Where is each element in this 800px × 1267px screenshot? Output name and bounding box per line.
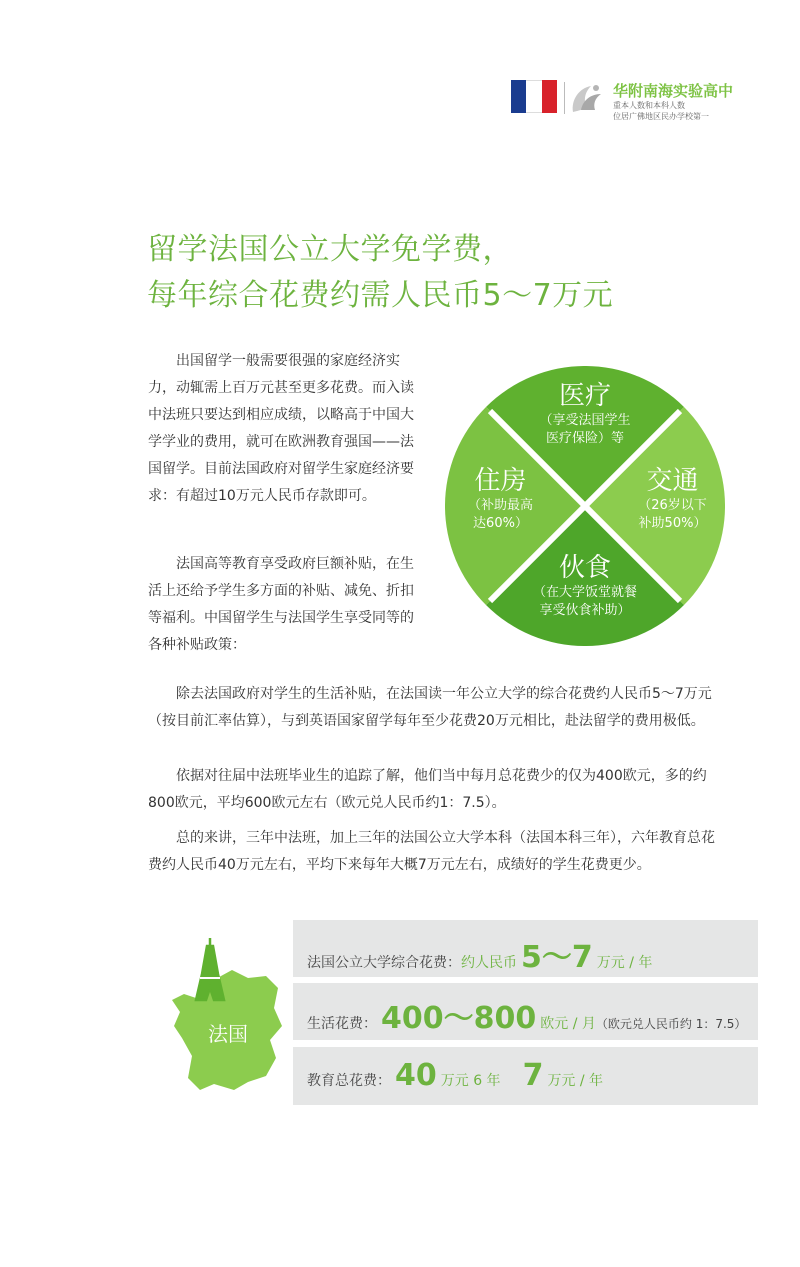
pie-label-housing xyxy=(448,465,553,533)
transport-sub1: （26岁以下 xyxy=(638,498,707,513)
page-title-line1: 留学法国公立大学免学费， xyxy=(147,232,513,267)
housing-title: 住房 xyxy=(474,466,527,496)
meals-sub1: （在大学饭堂就餐 xyxy=(532,585,637,600)
medical-sub1: （享受法国学生 xyxy=(539,413,631,428)
france-map-label: 法国 xyxy=(208,1022,248,1046)
cost-row-education-unit1: 万元 6 年 xyxy=(440,1073,501,1089)
cost-row-education-unit2: 万元 / 年 xyxy=(547,1073,604,1089)
header-divider xyxy=(564,82,565,114)
body-paragraph-1: 除去法国政府对学生的生活补贴，在法国读一年公立大学的综合花费约人民币5～7万元（按目前汇率估算），与到英语国家留学每年至少花费20万元相比，赴法留学的费用极低。 xyxy=(148,686,712,729)
transport-sub2: 补助50%） xyxy=(638,516,707,531)
cost-row-education-label: 教育总花费： xyxy=(307,1073,391,1089)
page-title-line2: 每年综合花费约需人民币5～7万元 xyxy=(147,278,614,313)
cost-row-overall-label: 法国公立大学综合花费： xyxy=(307,955,461,971)
school-logo xyxy=(567,80,607,116)
cost-row-living-label: 生活花费： xyxy=(307,1016,377,1032)
transport-title: 交通 xyxy=(646,466,699,496)
housing-sub1: （补助最高 xyxy=(467,498,533,513)
cost-row-living-note: （欧元兑人民币约 1：7.5） xyxy=(595,1017,747,1031)
cost-row-overall-pre: 约人民币 xyxy=(461,955,517,971)
french-flag xyxy=(511,80,557,113)
cost-row-overall-value: 5～7 xyxy=(521,940,593,975)
medical-title: 医疗 xyxy=(558,381,611,411)
intro-paragraph-2: 法国高等教育享受政府巨额补贴，在生活上还给予学生多方面的补贴、减免、折扣等福利。中国留学生与法国学生享受同等的各种补贴政策： xyxy=(148,556,414,653)
cost-row-overall xyxy=(293,920,758,977)
pie-label-meals xyxy=(510,552,660,620)
housing-sub2: 达60%） xyxy=(473,516,528,531)
school-subtitle-1: 重本人数和本科人数 xyxy=(613,101,685,110)
cost-row-education-value1: 40 xyxy=(395,1058,437,1093)
body-paragraph-3: 总的来讲，三年中法班，加上三年的法国公立大学本科（法国本科三年），六年教育总花费约人民币40万元左右，平均下来每年大概7万元左右，成绩好的学生花费更少。 xyxy=(148,830,715,873)
cost-row-living xyxy=(293,983,758,1040)
school-subtitle-2: 位居广佛地区民办学校第一 xyxy=(613,112,709,121)
cost-row-overall-unit: 万元 / 年 xyxy=(596,955,653,971)
medical-sub2: 医疗保险）等 xyxy=(545,431,624,446)
intro-paragraph-1: 出国留学一般需要很强的家庭经济实力，动辄需上百万元甚至更多花费。而入读中法班只要达到相应成绩，以略高于中国大学学业的费用，就可在欧洲教育强国——法国留学。目前法国政府对留学生家庭经济要求：有超过10万元人民币存款即可。 xyxy=(148,353,414,504)
cost-row-education xyxy=(293,1047,758,1105)
school-name: 华附南海实验高中 xyxy=(613,82,734,100)
eiffel-tower-icon xyxy=(196,938,224,1000)
cost-row-education-value2: 7 xyxy=(522,1058,544,1093)
meals-title: 伙食 xyxy=(558,553,611,583)
pie-label-medical xyxy=(515,380,655,448)
meals-sub2: 享受伙食补助） xyxy=(539,603,631,618)
body-paragraph-2: 依据对往届中法班毕业生的追踪了解，他们当中每月总花费少的仅为400欧元，多的约800欧元，平均600欧元左右（欧元兑人民币约1：7.5）。 xyxy=(148,768,707,811)
cost-row-living-value: 400～800 xyxy=(381,1001,537,1036)
cost-row-living-unit: 欧元 / 月 xyxy=(540,1016,596,1032)
pie-label-transport xyxy=(620,465,725,533)
